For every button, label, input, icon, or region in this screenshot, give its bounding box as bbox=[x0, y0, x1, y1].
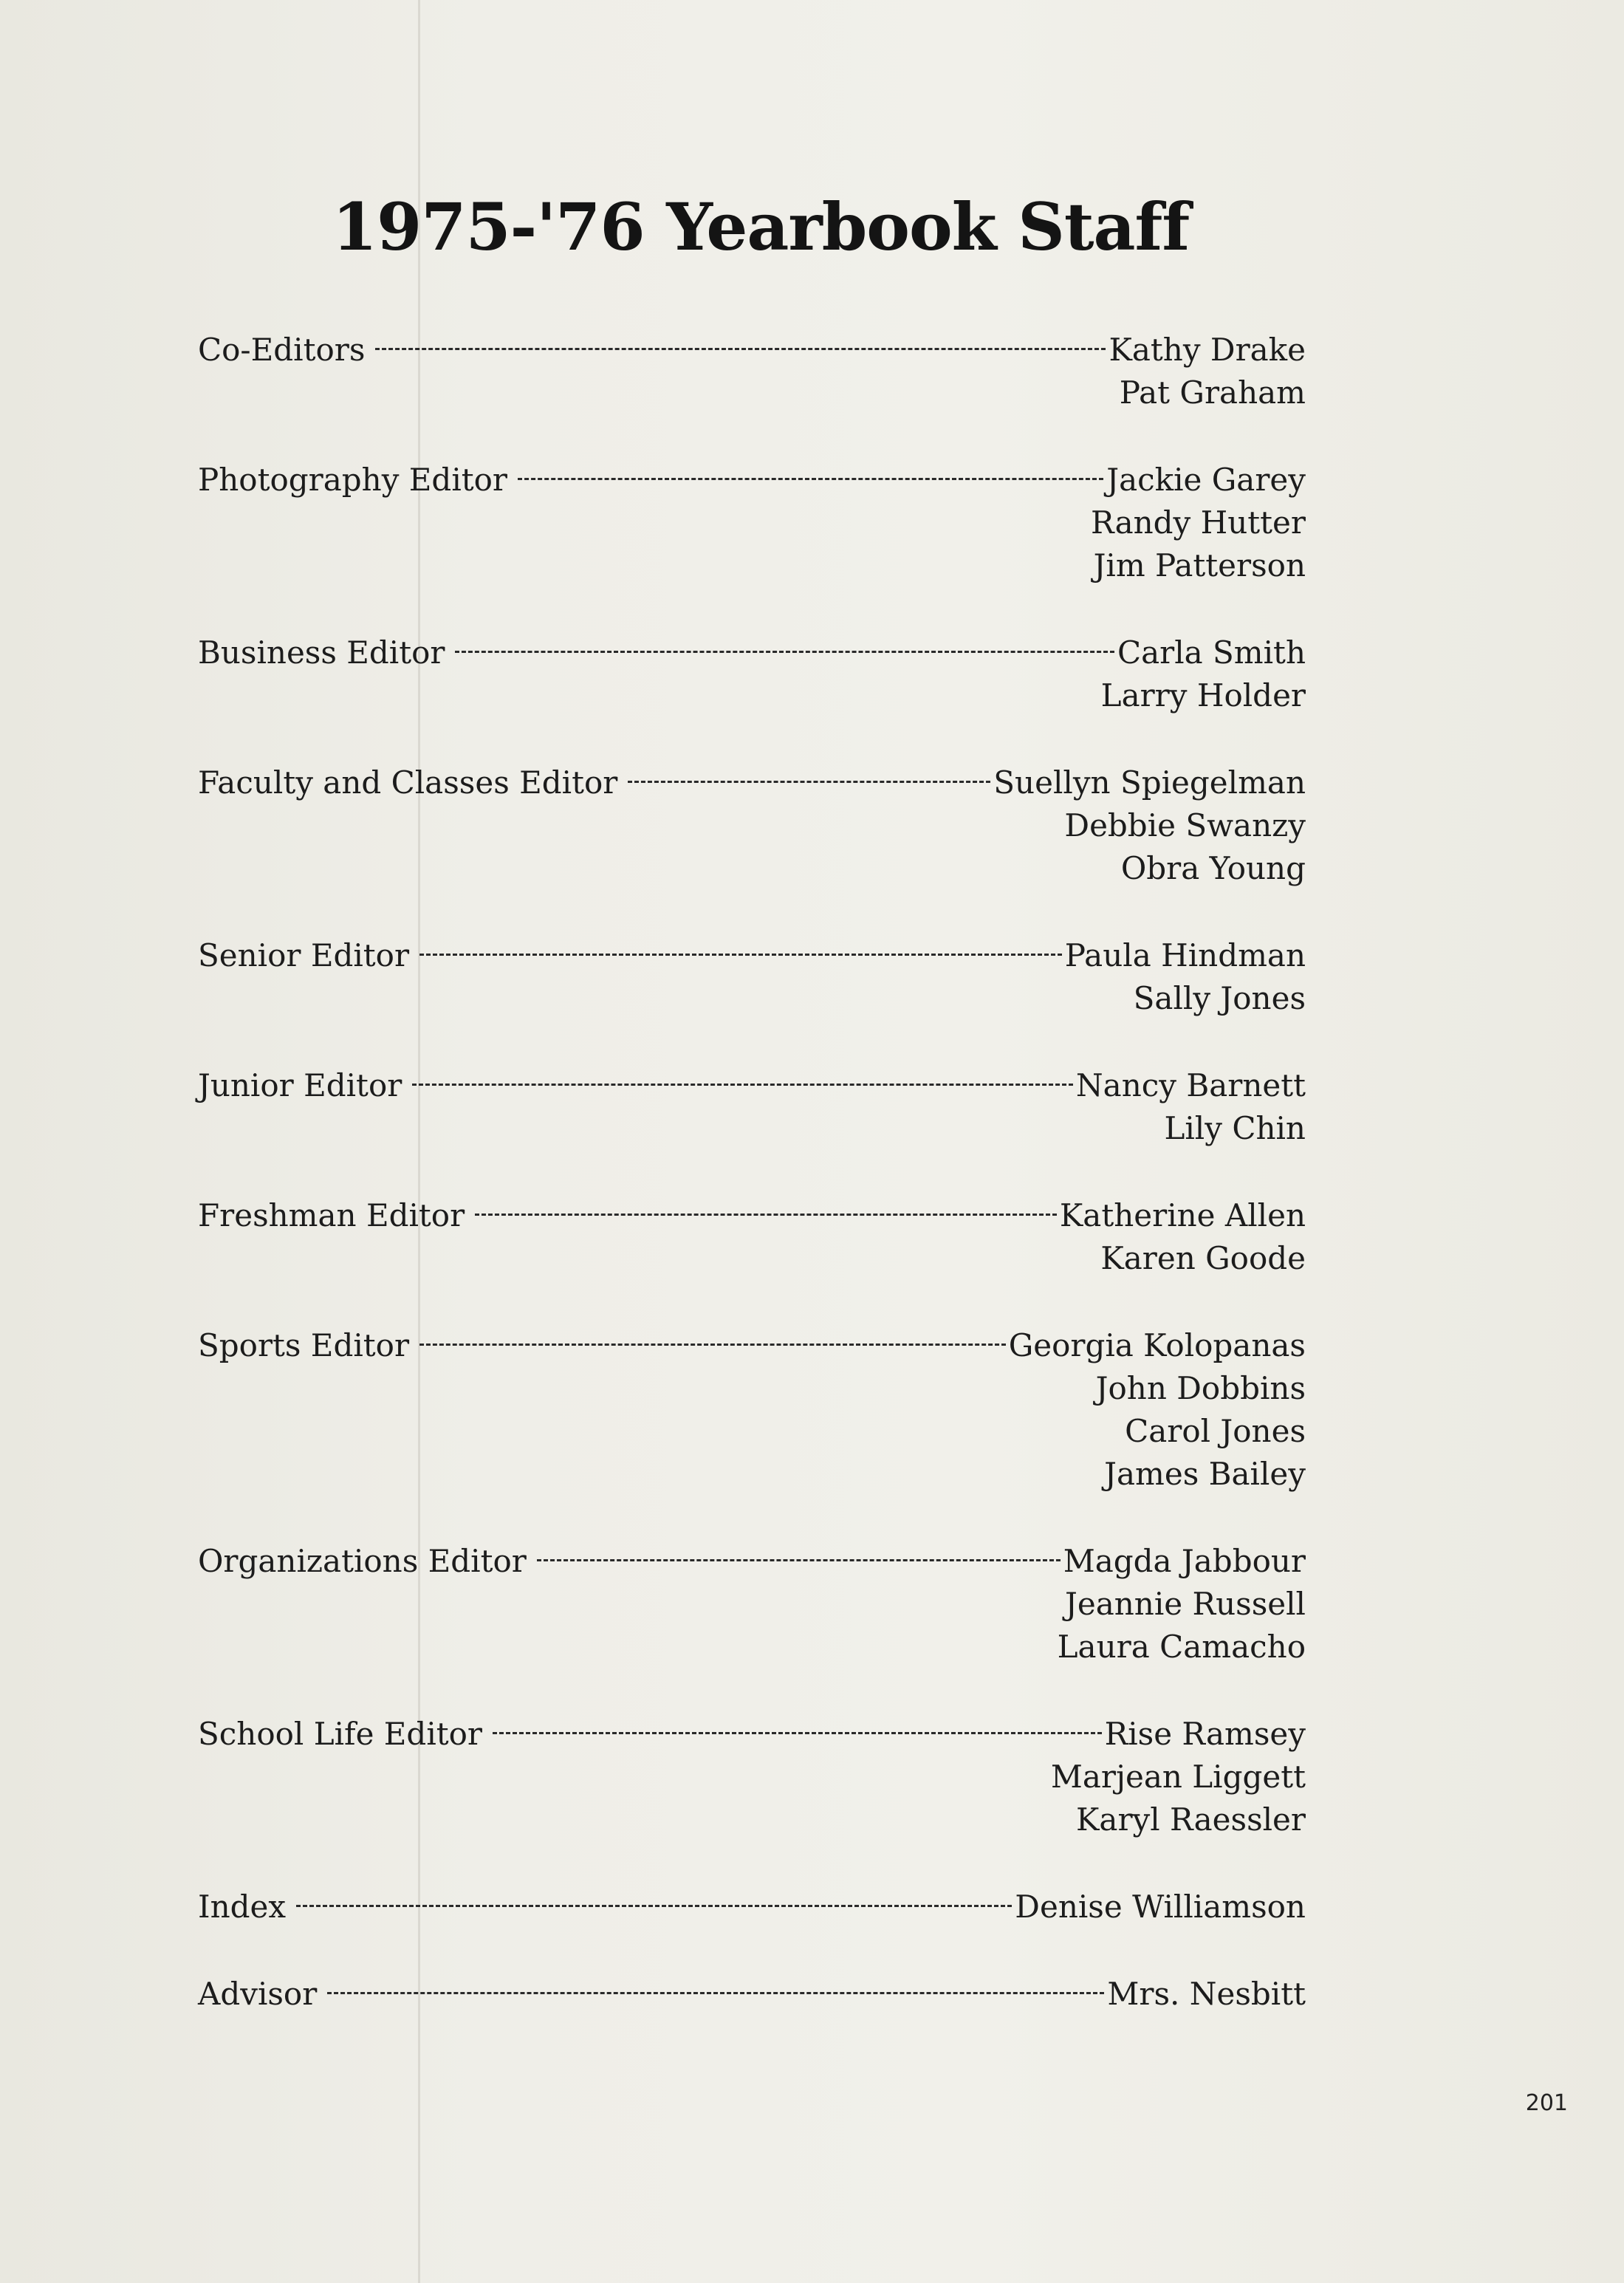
dotted-leader bbox=[296, 1905, 1012, 1907]
staff-entry-first-line bbox=[198, 934, 1306, 977]
staff-name: Obra Young bbox=[1120, 850, 1306, 886]
dotted-leader bbox=[419, 954, 1062, 956]
staff-entry bbox=[198, 934, 1306, 1020]
staff-role: Faculty and Classes Editor bbox=[198, 764, 618, 801]
staff-name: Lily Chin bbox=[1164, 1110, 1306, 1146]
staff-entry bbox=[198, 459, 1306, 587]
staff-entry-first-line bbox=[198, 1064, 1306, 1107]
staff-entry-first-line bbox=[198, 1713, 1306, 1756]
staff-name: Denise Williamson bbox=[1015, 1889, 1306, 1925]
staff-entry-first-line bbox=[198, 1540, 1306, 1583]
dotted-leader bbox=[375, 348, 1106, 350]
staff-role: Business Editor bbox=[198, 634, 445, 671]
dotted-leader bbox=[412, 1084, 1073, 1086]
staff-entry-first-line bbox=[198, 631, 1306, 674]
dotted-leader bbox=[475, 1214, 1057, 1216]
staff-entry bbox=[198, 631, 1306, 717]
dotted-leader bbox=[419, 1344, 1006, 1346]
staff-entry bbox=[198, 1973, 1306, 2016]
staff-entry bbox=[198, 1540, 1306, 1668]
staff-role: Index bbox=[198, 1889, 287, 1925]
staff-entry bbox=[198, 1886, 1306, 1928]
staff-entry bbox=[198, 1194, 1306, 1280]
staff-role: Co-Editors bbox=[198, 332, 366, 368]
staff-role: Advisor bbox=[198, 1976, 318, 2012]
dotted-leader bbox=[455, 651, 1114, 653]
dotted-leader bbox=[493, 1732, 1102, 1734]
staff-name: Carol Jones bbox=[1125, 1413, 1306, 1449]
staff-role: Organizations Editor bbox=[198, 1543, 527, 1579]
staff-name: Nancy Barnett bbox=[1075, 1067, 1306, 1103]
page-number: 201 bbox=[1525, 2090, 1568, 2116]
staff-role: School Life Editor bbox=[198, 1716, 482, 1752]
staff-name: Jeannie Russell bbox=[1065, 1586, 1306, 1622]
staff-entry-first-line bbox=[198, 761, 1306, 804]
staff-name: Suellyn Spiegelman bbox=[993, 764, 1306, 801]
staff-name: John Dobbins bbox=[1095, 1370, 1306, 1406]
staff-name: Karen Goode bbox=[1100, 1240, 1306, 1276]
staff-name: Sally Jones bbox=[1133, 980, 1306, 1016]
dotted-leader bbox=[518, 478, 1103, 480]
staff-name: Marjean Liggett bbox=[1050, 1759, 1306, 1795]
staff-entry-first-line bbox=[198, 1194, 1306, 1237]
staff-name: James Bailey bbox=[1104, 1456, 1306, 1492]
staff-list bbox=[198, 329, 1306, 2060]
dotted-leader bbox=[327, 1992, 1104, 1994]
staff-role: Photography Editor bbox=[198, 462, 507, 498]
staff-name: Mrs. Nesbitt bbox=[1107, 1976, 1306, 2012]
dotted-leader bbox=[628, 781, 990, 783]
staff-entry-first-line bbox=[198, 1886, 1306, 1928]
staff-entry bbox=[198, 761, 1306, 890]
staff-name: Larry Holder bbox=[1100, 677, 1306, 713]
staff-name: Kathy Drake bbox=[1109, 332, 1306, 368]
staff-name: Carla Smith bbox=[1117, 634, 1306, 671]
staff-name: Jackie Garey bbox=[1106, 462, 1306, 498]
staff-name: Magda Jabbour bbox=[1063, 1543, 1306, 1579]
staff-name: Paula Hindman bbox=[1064, 937, 1306, 973]
staff-name: Georgia Kolopanas bbox=[1008, 1327, 1306, 1363]
staff-entry bbox=[198, 1324, 1306, 1496]
staff-name: Katherine Allen bbox=[1059, 1197, 1306, 1233]
staff-name: Debbie Swanzy bbox=[1064, 807, 1306, 843]
staff-name: Jim Patterson bbox=[1093, 547, 1306, 583]
staff-role: Junior Editor bbox=[198, 1067, 402, 1103]
staff-entry-first-line bbox=[198, 1324, 1306, 1367]
staff-entry bbox=[198, 329, 1306, 414]
page-title: 1975-'76 Yearbook Staff bbox=[332, 188, 1190, 265]
staff-name: Laura Camacho bbox=[1057, 1629, 1306, 1665]
staff-entry-first-line bbox=[198, 1973, 1306, 2016]
staff-name: Rise Ramsey bbox=[1104, 1716, 1306, 1752]
staff-role: Senior Editor bbox=[198, 937, 410, 973]
staff-role: Freshman Editor bbox=[198, 1197, 465, 1233]
staff-entry-first-line bbox=[198, 329, 1306, 372]
staff-name: Karyl Raessler bbox=[1076, 1801, 1306, 1838]
dotted-leader bbox=[537, 1559, 1061, 1561]
staff-entry-first-line bbox=[198, 459, 1306, 502]
staff-name: Pat Graham bbox=[1119, 374, 1306, 411]
staff-entry bbox=[198, 1064, 1306, 1150]
staff-name: Randy Hutter bbox=[1090, 504, 1306, 541]
staff-role: Sports Editor bbox=[198, 1327, 410, 1363]
staff-entry bbox=[198, 1713, 1306, 1841]
